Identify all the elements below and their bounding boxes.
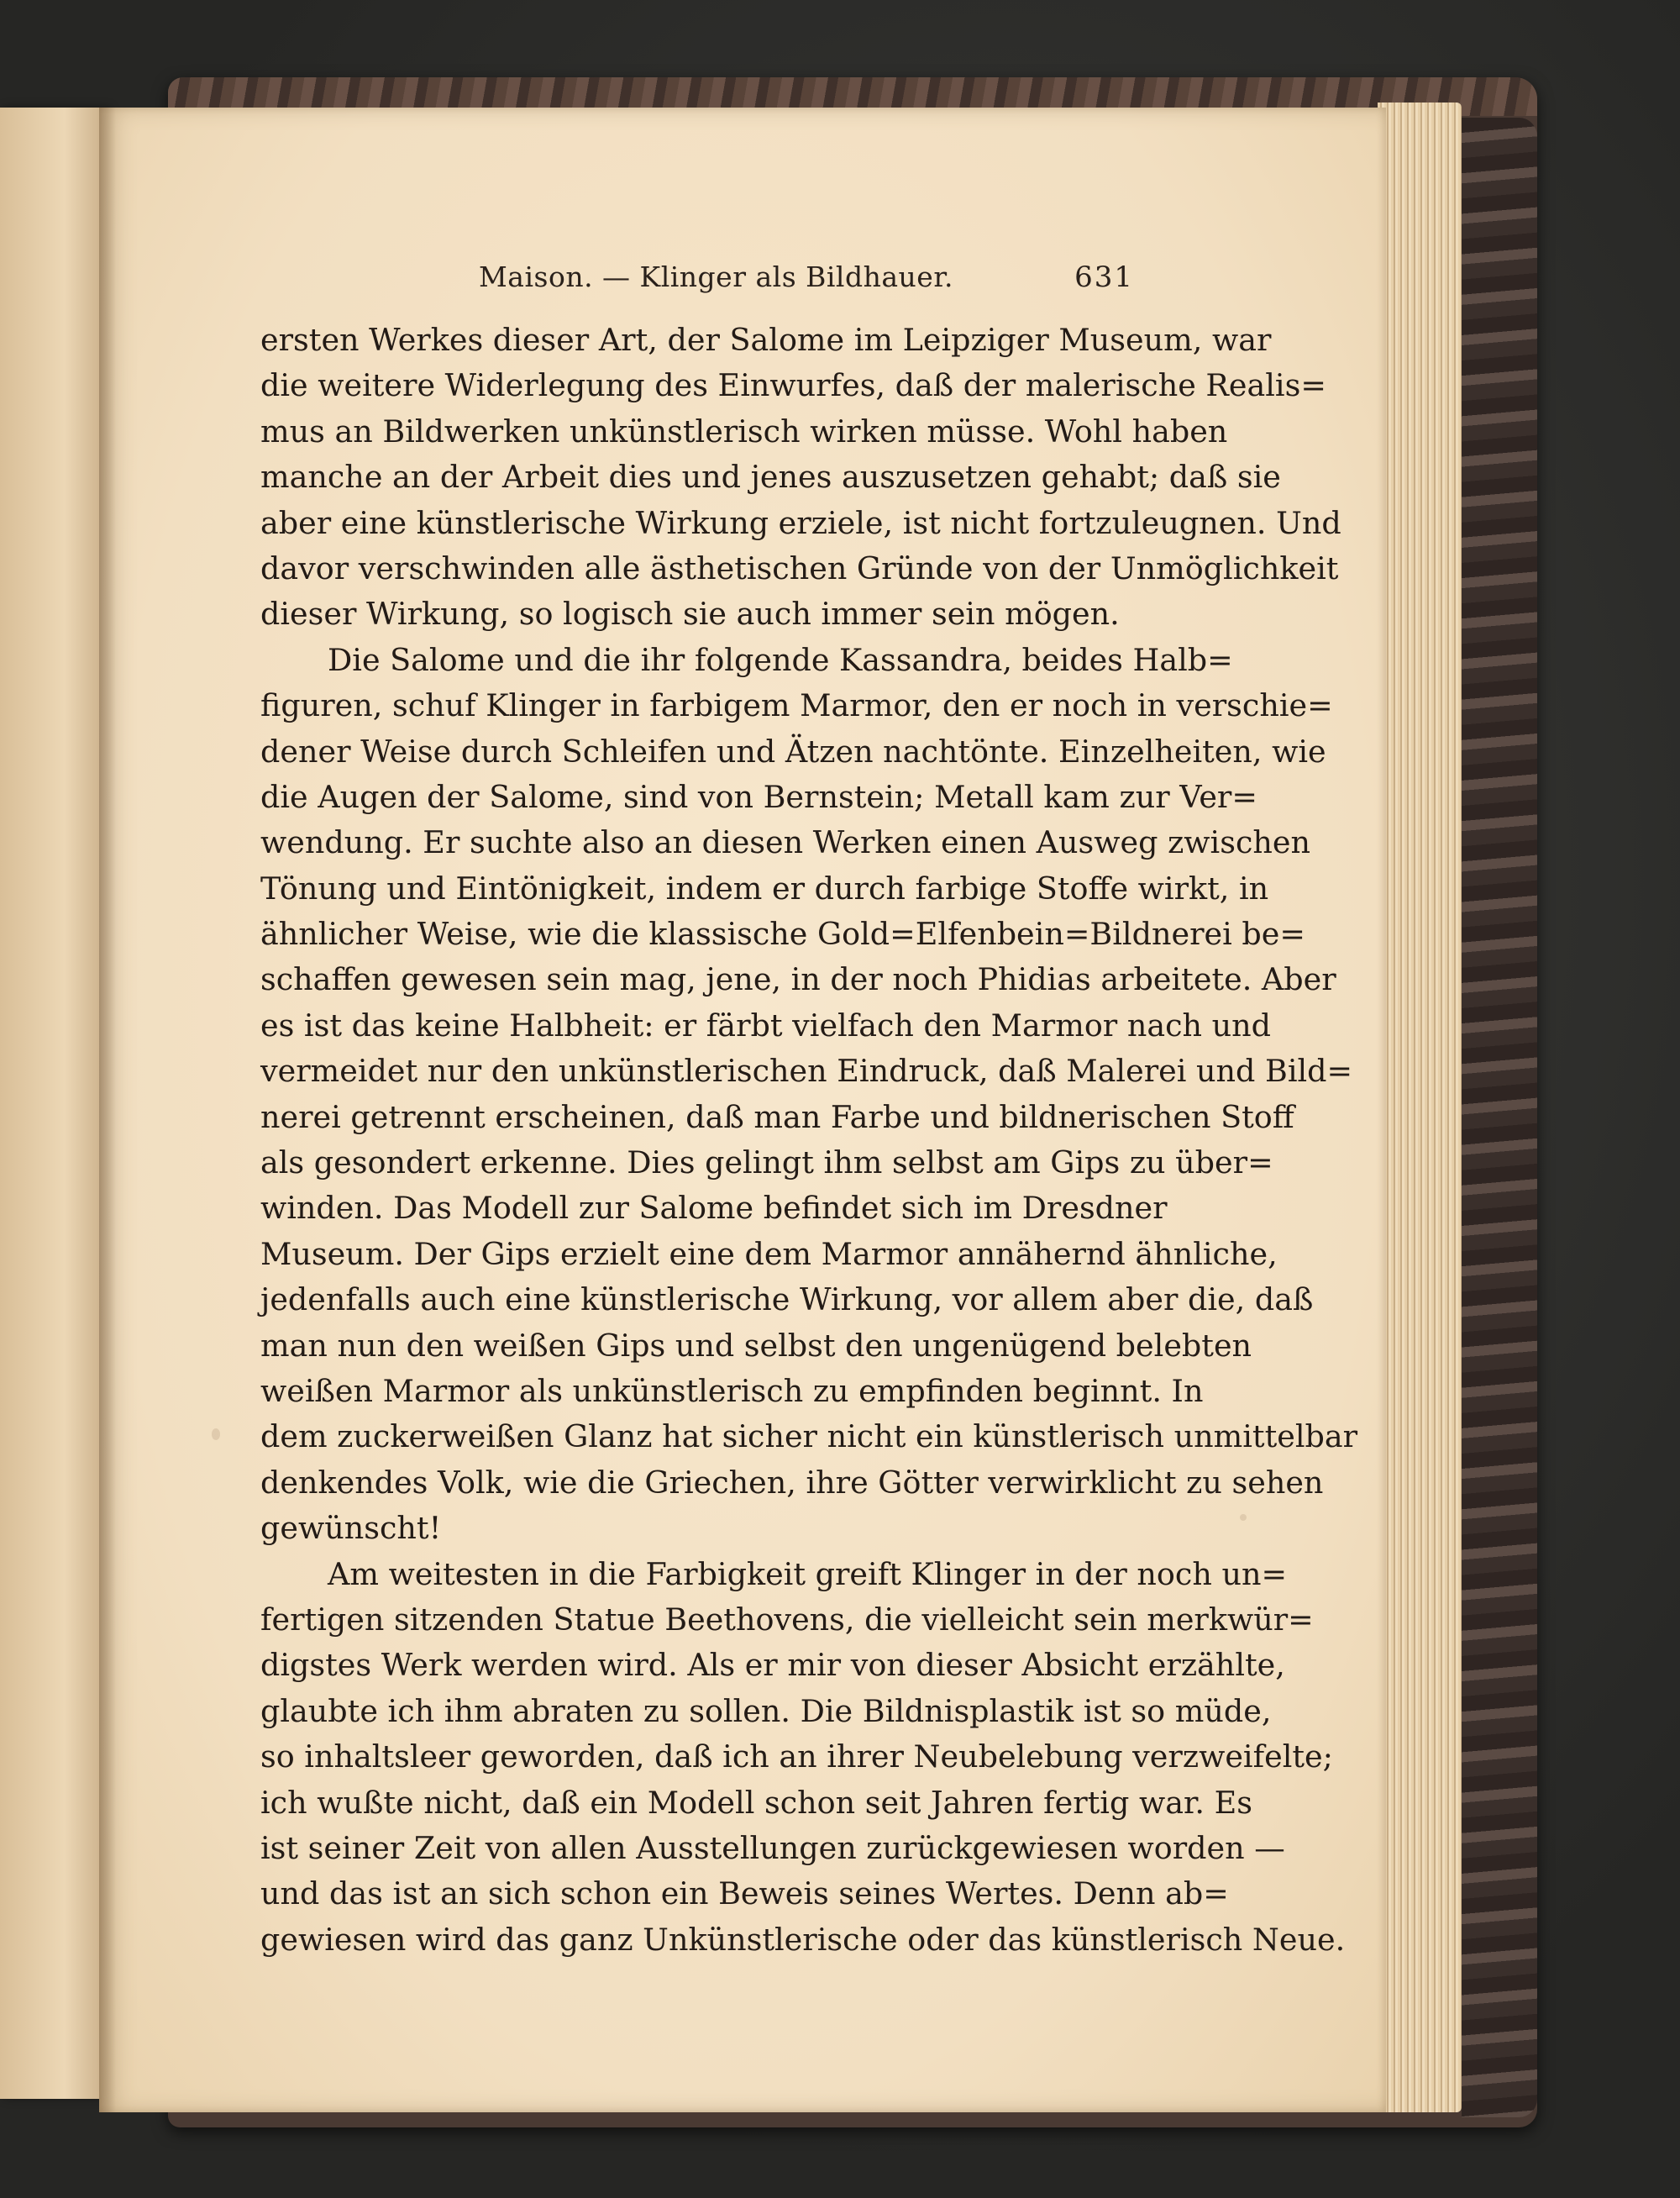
text-line: denkendes Volk, wie die Griechen, ihre Götter verwirklicht zu sehen [260, 1464, 1324, 1501]
text-line: ersten Werkes dieser Art, der Salome im Leipziger Museum, war [260, 322, 1272, 358]
text-line: dieser Wirkung, so logisch sie auch immer sein mögen. [260, 596, 1120, 633]
text-line: davor verschwinden alle ästhetischen Gründe von der Unmöglichkeit [260, 550, 1339, 586]
cover-marbled-edge-right [1462, 118, 1537, 2117]
text-line: die weitere Widerlegung des Einwurfes, daß der malerische Realis= [260, 367, 1326, 404]
page-gutter-shadow [99, 108, 116, 2112]
text-line: dener Weise durch Schleifen und Ätzen nachtönte. Einzelheiten, wie [260, 733, 1326, 770]
text-line: und das ist an sich schon ein Beweis seines Wertes. Denn ab= [260, 1875, 1229, 1912]
text-line: ist seiner Zeit von allen Ausstellungen zurückgewiesen worden — [260, 1829, 1285, 1866]
running-head: Maison. — Klinger als Bildhauer. [479, 260, 953, 293]
text-line: wendung. Er suchte also an diesen Werken einen Ausweg zwischen [260, 824, 1311, 861]
text-line: nerei getrennt erscheinen, daß man Farbe und bildnerischen Stoff [260, 1098, 1294, 1135]
text-line: ähnlicher Weise, wie die klassische Gold=Elfenbein=Bildnerei be= [260, 916, 1305, 953]
text-line: schaffen gewesen sein mag, jene, in der noch Phidias arbeitete. Aber [260, 961, 1336, 998]
text-line: vermeidet nur den unkünstlerischen Eindruck, daß Malerei und Bild= [260, 1053, 1353, 1090]
text-line: Museum. Der Gips erzielt eine dem Marmor annähernd ähnliche, [260, 1235, 1278, 1272]
text-line: mus an Bildwerken unkünstlerisch wirken müsse. Wohl haben [260, 413, 1228, 450]
body-text [260, 318, 1358, 1963]
page-fore-edge [1378, 103, 1462, 2112]
text-line: gewiesen wird das ganz Unkünstlerische oder das künstlerisch Neue. [260, 1921, 1346, 1958]
text-line: manche an der Arbeit dies und jenes auszusetzen gehabt; daß sie [260, 459, 1281, 496]
text-line: so inhaltsleer geworden, daß ich an ihrer Neubelebung verzweifelte; [260, 1738, 1333, 1775]
text-line: als gesondert erkenne. Dies gelingt ihm selbst am Gips zu über= [260, 1144, 1273, 1181]
text-line: winden. Das Modell zur Salome befindet sich im Dresdner [260, 1190, 1168, 1227]
text-line: aber eine künstlerische Wirkung erziele, ist nicht fortzuleugnen. Und [260, 504, 1341, 541]
text-line: jedenfalls auch eine künstlerische Wirkung, vor allem aber die, daß [260, 1281, 1314, 1318]
text-line: figuren, schuf Klinger in farbigem Marmor, den er noch in verschie= [260, 687, 1333, 724]
text-line: gewünscht! [260, 1510, 442, 1547]
text-line: dem zuckerweißen Glanz hat sicher nicht ein künstlerisch unmittelbar [260, 1418, 1358, 1455]
text-line: die Augen der Salome, sind von Bernstein; Metall kam zur Ver= [260, 778, 1257, 815]
page-header [260, 252, 1134, 306]
text-line: Die Salome und die ihr folgende Kassandra, beides Halb= [328, 641, 1233, 678]
text-line: Am weitesten in die Farbigkeit greift Klinger in der noch un= [328, 1555, 1288, 1592]
text-line: weißen Marmor als unkünstlerisch zu empfinden beginnt. In [260, 1372, 1204, 1409]
page-number: 631 [1074, 260, 1134, 294]
text-line: digstes Werk werden wird. Als er mir von dieser Absicht erzählte, [260, 1647, 1285, 1684]
text-line: ich wußte nicht, daß ein Modell schon seit Jahren fertig war. Es [260, 1784, 1252, 1821]
facing-page-edge [0, 108, 108, 2099]
text-line: Tönung und Eintönigkeit, indem er durch farbige Stoffe wirkt, in [260, 870, 1269, 907]
paper-spot [1240, 1514, 1247, 1521]
text-line: glaubte ich ihm abraten zu sollen. Die Bildnisplastik ist so müde, [260, 1692, 1272, 1729]
text-line: man nun den weißen Gips und selbst den ungenügend belebten [260, 1327, 1252, 1364]
text-line: fertigen sitzenden Statue Beethovens, die vielleicht sein merkwür= [260, 1601, 1314, 1638]
paper-spot [212, 1428, 220, 1440]
text-line: es ist das keine Halbheit: er färbt vielfach den Marmor nach und [260, 1007, 1272, 1044]
